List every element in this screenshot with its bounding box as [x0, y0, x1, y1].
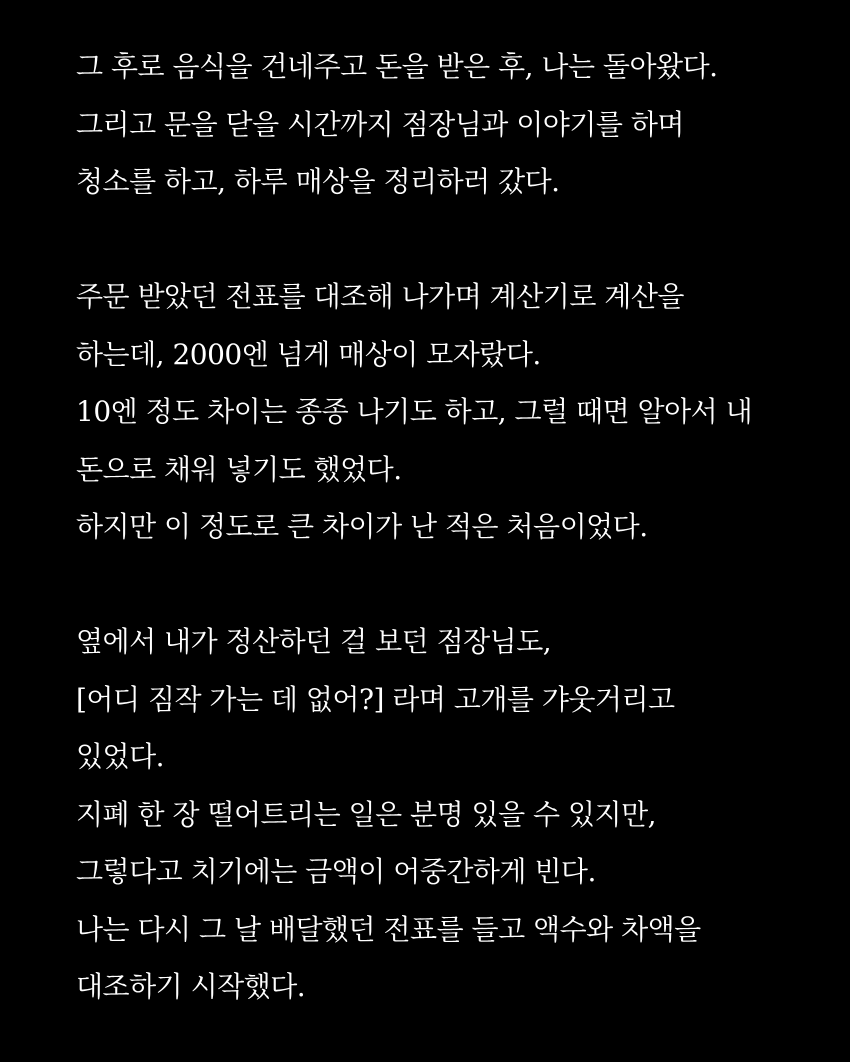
text-line: 그 후로 음식을 건네주고 돈을 받은 후, 나는 돌아왔다.	[76, 50, 718, 83]
text-line: 10엔 정도 차이는 종종 나기도 하고, 그럴 때면 알아서 내	[76, 395, 753, 428]
text-line: 옆에서 내가 정산하던 걸 보던 점장님도,	[76, 625, 552, 658]
text-line: 하는데, 2000엔 넘게 매상이 모자랐다.	[76, 337, 541, 371]
paragraph-gap	[76, 556, 836, 614]
text-line: 하지만 이 정도로 큰 차이가 난 적은 처음이었다.	[76, 510, 648, 543]
text-line: 지폐 한 장 떨어트리는 일은 분명 있을 수 있지만,	[76, 797, 657, 831]
paragraph-gap	[76, 211, 836, 269]
text-line: [어디 짐작 가는 데 없어?] 라며 고개를 갸웃거리고	[76, 682, 675, 716]
paragraph-3	[76, 613, 836, 1016]
text-line: 그렇다고 치기에는 금액이 어중간하게 빈다.	[76, 855, 596, 888]
paragraph-1	[76, 38, 836, 211]
text-line: 대조하기 시작했다.	[76, 970, 306, 1003]
text-line: 나는 다시 그 날 배달했던 전표를 들고 액수와 차액을	[76, 912, 701, 946]
text-line: 주문 받았던 전표를 대조해 나가며 계산기로 계산을	[76, 280, 684, 313]
text-line: 그리고 문을 닫을 시간까지 점장님과 이야기를 하며	[76, 107, 684, 141]
text-line: 돈으로 채워 넣기도 했었다.	[76, 452, 402, 486]
story-text	[76, 38, 836, 1016]
text-line: 청소를 하고, 하루 매상을 정리하러 갔다.	[76, 165, 560, 198]
paragraph-2	[76, 268, 836, 556]
text-line: 있었다.	[76, 740, 165, 773]
